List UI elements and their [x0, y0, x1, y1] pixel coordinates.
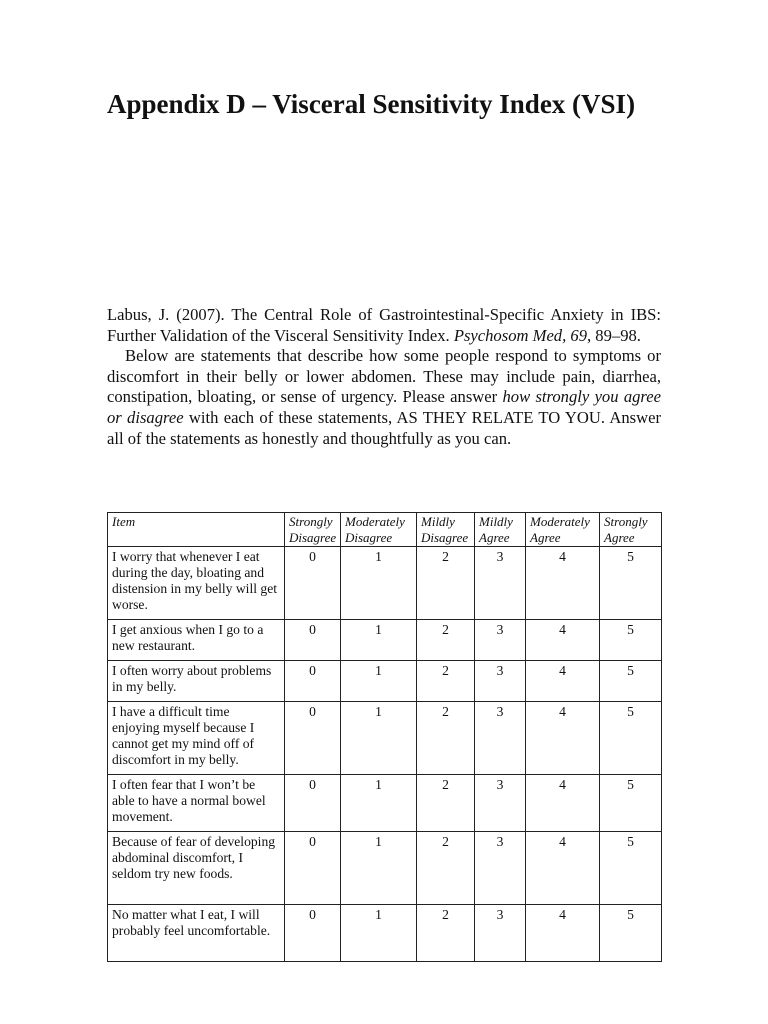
header-strongly-disagree: Strongly Disagree: [285, 513, 341, 547]
header-item: Item: [108, 513, 285, 547]
scale-value: 2: [417, 620, 475, 661]
scale-value: 1: [341, 702, 417, 775]
table-body: [108, 547, 662, 962]
scale-value: 2: [417, 832, 475, 905]
header-mildly-disagree: Mildly Disagree: [417, 513, 475, 547]
scale-value: 2: [417, 775, 475, 832]
scale-value: 4: [526, 620, 600, 661]
scale-value: 3: [475, 620, 526, 661]
scale-value: 1: [341, 547, 417, 620]
scale-value: 5: [600, 905, 662, 962]
instructions-part1: Below are statements that describe how some people respond to symptoms or discomfort in their belly or lower abdomen. These may include pain, diarrhea, constipation, bloating, or sense of urgency. Please answer: [107, 346, 661, 407]
header-strongly-agree: Strongly Agree: [600, 513, 662, 547]
citation-pages: , 89–98.: [587, 325, 641, 345]
item-text: I have a difficult time enjoying myself because I cannot get my mind off of discomfort in my belly.: [108, 702, 285, 775]
item-text: Because of fear of developing abdominal discomfort, I seldom try new foods.: [108, 832, 285, 905]
scale-value: 3: [475, 702, 526, 775]
instructions-part2: with each of these statements, AS THEY RELATE TO YOU. Answer all of the statements as honestly and thoughtfully as you can.: [107, 407, 661, 448]
scale-value: 0: [285, 832, 341, 905]
scale-value: 5: [600, 775, 662, 832]
scale-value: 3: [475, 547, 526, 620]
scale-value: 5: [600, 661, 662, 702]
scale-value: 5: [600, 547, 662, 620]
scale-value: 1: [341, 832, 417, 905]
vsi-table: [107, 512, 662, 962]
scale-value: 3: [475, 832, 526, 905]
scale-value: 5: [600, 702, 662, 775]
scale-value: 4: [526, 661, 600, 702]
item-text: No matter what I eat, I will probably feel uncomfortable.: [108, 905, 285, 962]
scale-value: 1: [341, 620, 417, 661]
table-header-row: [108, 513, 662, 547]
scale-value: 0: [285, 905, 341, 962]
table-row: [108, 905, 662, 962]
table-row: [108, 661, 662, 702]
table-row: [108, 832, 662, 905]
citation-authors-title: Labus, J. (2007). The Central Role of Gastrointestinal-Specific Anxiety in IBS: Further Validation of the Visceral Sensitivity Index.: [107, 305, 661, 345]
scale-value: 4: [526, 905, 600, 962]
table-row: [108, 775, 662, 832]
item-text: I worry that whenever I eat during the day, bloating and distension in my belly will get worse.: [108, 547, 285, 620]
header-moderately-disagree: Moderately Disagree: [341, 513, 417, 547]
scale-value: 4: [526, 775, 600, 832]
scale-value: 5: [600, 620, 662, 661]
scale-value: 1: [341, 905, 417, 962]
scale-value: 0: [285, 620, 341, 661]
scale-value: 4: [526, 832, 600, 905]
table-row: [108, 702, 662, 775]
body-text: [107, 305, 661, 449]
item-text: I often worry about problems in my belly.: [108, 661, 285, 702]
citation-journal: Psychosom Med, 69: [453, 325, 587, 345]
scale-value: 0: [285, 547, 341, 620]
header-moderately-agree: Moderately Agree: [526, 513, 600, 547]
instructions-paragraph: [107, 346, 661, 449]
scale-value: 2: [417, 905, 475, 962]
scale-value: 2: [417, 702, 475, 775]
scale-value: 2: [417, 547, 475, 620]
table-row: [108, 547, 662, 620]
header-mildly-agree: Mildly Agree: [475, 513, 526, 547]
scale-value: 3: [475, 905, 526, 962]
scale-value: 4: [526, 547, 600, 620]
page-title: Appendix D – Visceral Sensitivity Index (VSI): [107, 89, 636, 119]
item-text: I get anxious when I go to a new restaurant.: [108, 620, 285, 661]
scale-value: 1: [341, 661, 417, 702]
citation: [107, 305, 661, 346]
scale-value: 0: [285, 775, 341, 832]
item-text: I often fear that I won’t be able to have a normal bowel movement.: [108, 775, 285, 832]
scale-value: 3: [475, 661, 526, 702]
scale-value: 2: [417, 661, 475, 702]
scale-value: 0: [285, 661, 341, 702]
table-row: [108, 620, 662, 661]
scale-value: 1: [341, 775, 417, 832]
scale-value: 5: [600, 832, 662, 905]
scale-value: 0: [285, 702, 341, 775]
scale-value: 4: [526, 702, 600, 775]
scale-value: 3: [475, 775, 526, 832]
instructions-emphasis: how strongly you agree or disagree: [107, 387, 662, 427]
